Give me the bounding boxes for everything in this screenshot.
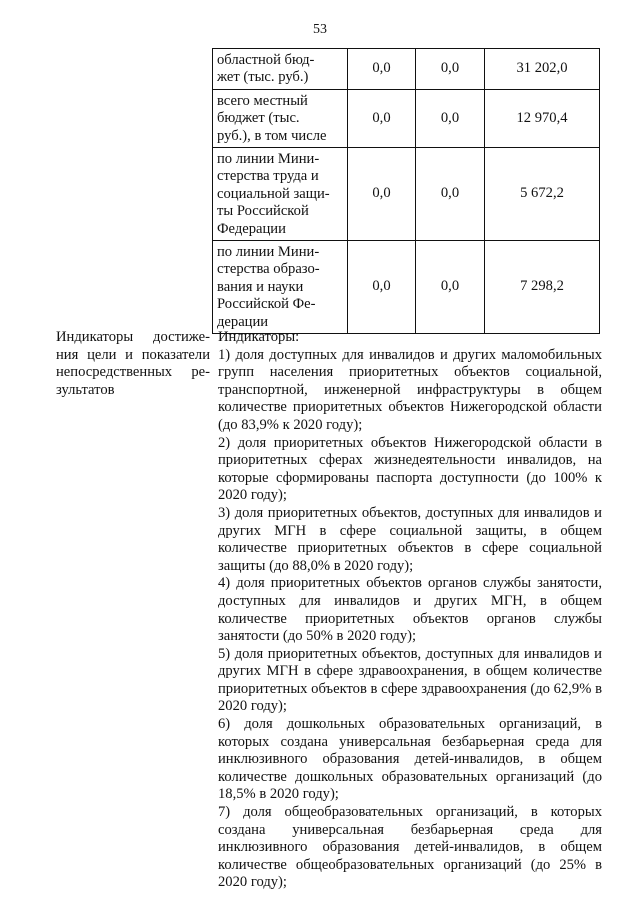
budget-value-total: 12 970,4 xyxy=(485,89,600,147)
budget-value-year2: 0,0 xyxy=(416,89,485,147)
budget-row-label-line: стерства образо- xyxy=(217,261,320,278)
section-label-line: непосредственных ре- xyxy=(56,364,210,381)
budget-row-label-line: Федерации xyxy=(217,220,286,237)
budget-value-year2: 0,0 xyxy=(416,49,485,90)
section-label xyxy=(56,329,210,399)
budget-value-year1: 0,0 xyxy=(348,49,416,90)
budget-table xyxy=(212,48,600,334)
budget-value-total: 5 672,2 xyxy=(485,148,600,241)
indicators-cell xyxy=(218,329,602,892)
budget-row-label xyxy=(213,148,348,241)
budget-row-label xyxy=(213,241,348,334)
budget-row-label xyxy=(213,49,348,90)
indicator-item: 2) доля приоритетных объектов Нижегородской области в приоритетных сферах жизнедеятельности инвалидов, на которые сформированы паспорта доступности (до 100% к 2020 году); xyxy=(218,434,602,504)
budget-value-year1: 0,0 xyxy=(348,241,416,334)
indicator-item: 6) доля дошкольных образовательных организаций, в которых создана универсальная безбарьерная среда для инклюзивного образования детей-инвалидов, в общем количестве дошкольных образовательных организаций (до 18,5% в 2020 году); xyxy=(218,716,602,803)
budget-row-label-line: областной бюд- xyxy=(217,52,315,68)
budget-row-label-line: дерации xyxy=(217,313,269,330)
budget-row-label-line: руб.), в том числе xyxy=(217,127,327,144)
indicators-heading: Индикаторы: xyxy=(218,329,300,345)
indicator-item: 3) доля приоритетных объектов, доступных для инвалидов и других МГН в сфере социальной защиты, в общем количестве приоритетных объектов в сфере социальной защиты (до 88,0% в 2020 году); xyxy=(218,504,602,574)
budget-value-year1: 0,0 xyxy=(348,148,416,241)
budget-row-label-line: стерства труда и xyxy=(217,168,319,185)
section-label-line: Индикаторы достиже- xyxy=(56,329,210,345)
budget-row-label-line: Российской Фе- xyxy=(217,296,316,313)
budget-row xyxy=(213,241,600,334)
budget-row-label xyxy=(213,89,348,147)
budget-row-label-line: по линии Мини- xyxy=(217,151,320,168)
indicator-list xyxy=(218,347,602,892)
page-number: 53 xyxy=(313,22,327,37)
budget-row xyxy=(213,89,600,147)
indicator-item: 5) доля приоритетных объектов, доступных для инвалидов и других МГН в сфере здравоохранения, в общем количестве приоритетных объектов в сфере здравоохранения (до 62,9% в 2020 году); xyxy=(218,645,602,715)
indicator-item: 1) доля доступных для инвалидов и других маломобильных групп населения приоритетных объектов социальной, транспортной, инженерной инфраструктуры в общем количестве приоритетных объектов Нижегородской области (до 83,9% к 2020 году); xyxy=(218,346,602,433)
section-label-line: ния цели и показатели xyxy=(56,346,210,363)
budget-row-label-line: всего местный xyxy=(217,92,308,109)
budget-row-label-line: бюджет (тыс. xyxy=(217,110,300,127)
budget-row-label-line: вания и науки xyxy=(217,278,304,295)
budget-value-total: 7 298,2 xyxy=(485,241,600,334)
budget-value-year2: 0,0 xyxy=(416,148,485,241)
indicator-item: 7) доля общеобразовательных организаций, в которых создана универсальная безбарьерная среда для инклюзивного образования детей-инвалидов, в общем количестве общеобразовательных организаций (до 25% в 2020 году); xyxy=(218,804,602,891)
budget-value-total: 31 202,0 xyxy=(485,49,600,90)
budget-row-label-line: по линии Мини- xyxy=(217,244,320,261)
budget-value-year2: 0,0 xyxy=(416,241,485,334)
budget-row-label-line: ты Российской xyxy=(217,203,309,220)
budget-value-year1: 0,0 xyxy=(348,89,416,147)
budget-row xyxy=(213,148,600,241)
budget-row xyxy=(213,49,600,90)
budget-row-label-line: социальной защи- xyxy=(217,185,330,202)
indicator-item: 4) доля приоритетных объектов органов службы занятости, доступных для инвалидов и других МГН, в общем количестве приоритетных объектов органов службы занятости (до 50% в 2020 году); xyxy=(218,575,602,645)
budget-row-label-line: жет (тыс. руб.) xyxy=(217,69,309,86)
section-label-line: зультатов xyxy=(56,381,115,398)
